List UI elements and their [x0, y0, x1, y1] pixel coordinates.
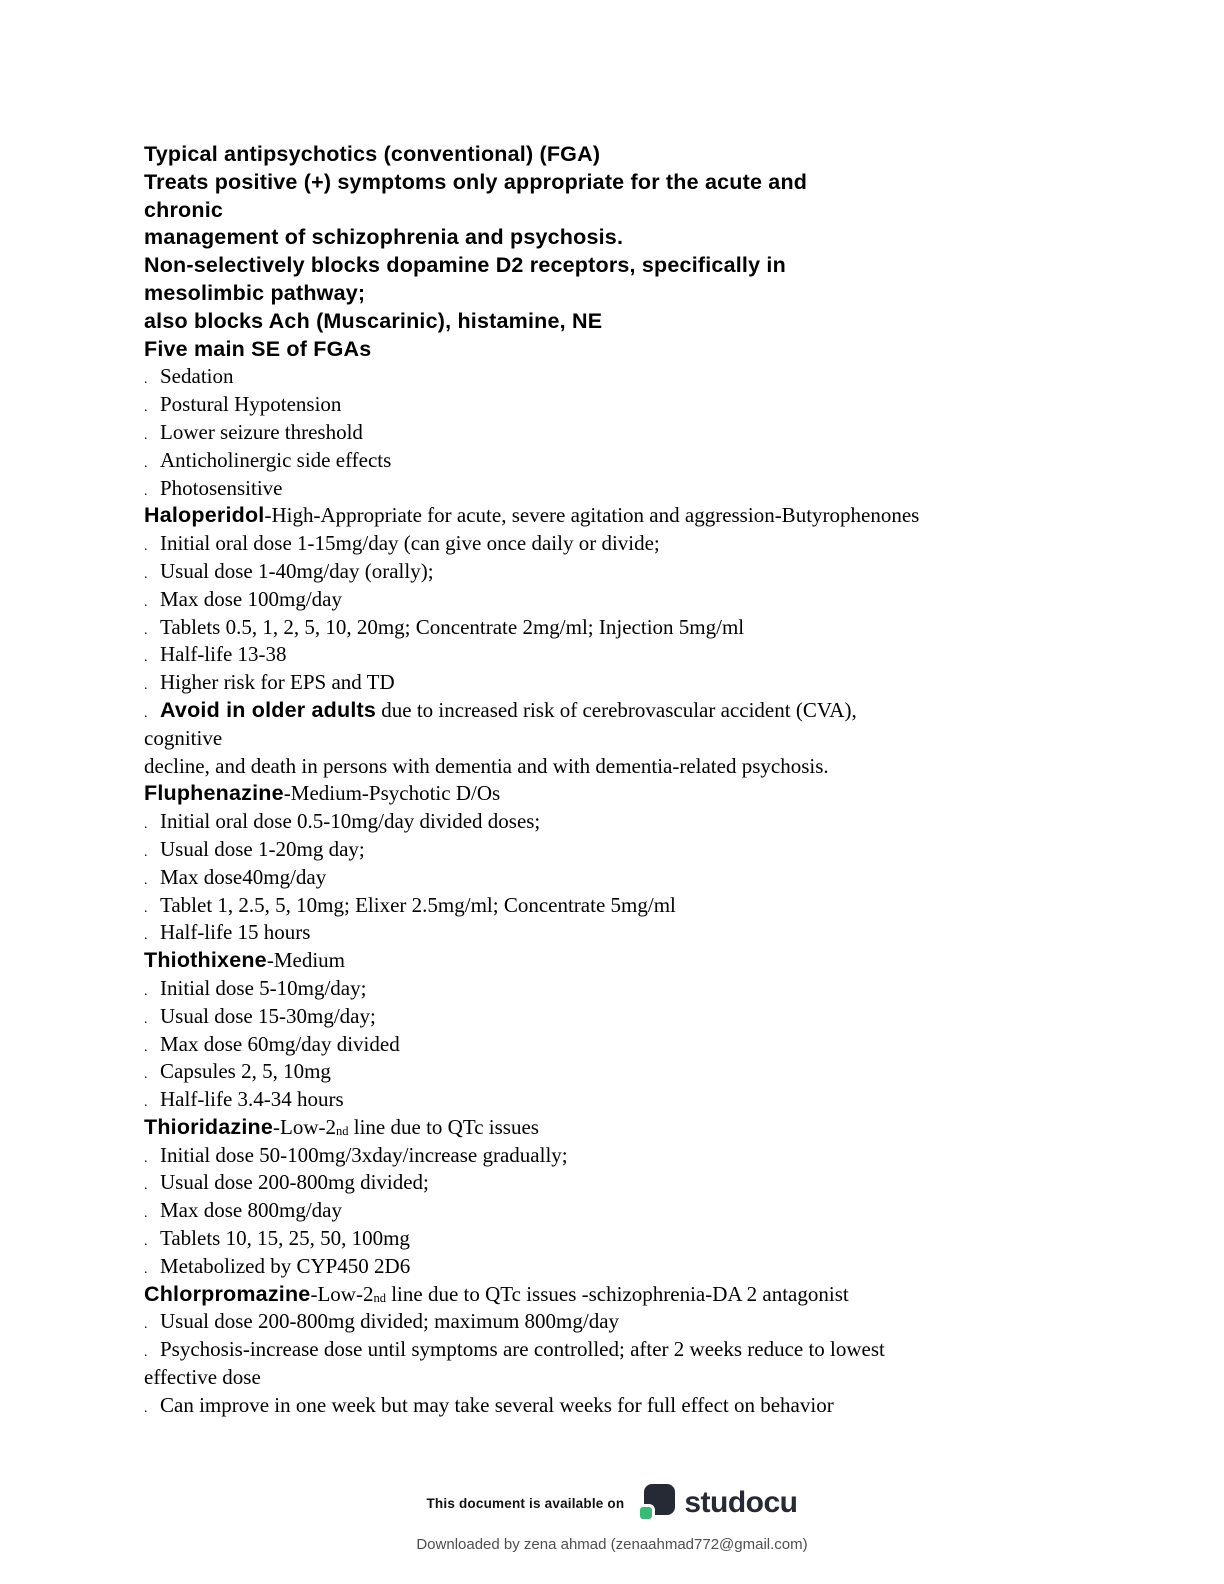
bullet-item — [144, 1086, 1184, 1114]
heading-suffix-text: -High-Appropriate for acute, severe agitation and aggression-Butyrophenones — [264, 503, 920, 528]
bullet-dot: . — [144, 566, 148, 582]
bullet-item — [144, 363, 1184, 391]
bullet-text: Initial oral dose 0.5-10mg/day divided doses; — [160, 809, 541, 834]
heading-line: mesolimbic pathway; — [144, 280, 366, 305]
bullet-item — [144, 1058, 1184, 1086]
drug-name: Haloperidol — [144, 503, 265, 528]
heading-line: Typical antipsychotics (conventional) (FGA) — [144, 142, 601, 166]
bullet-dot: . — [144, 1067, 148, 1083]
heading-suffix-text: -Low-2 — [273, 1114, 337, 1139]
bullet-text: Usual dose 15-30mg/day; — [160, 1003, 376, 1028]
drug-name: Chlorpromazine — [144, 1281, 311, 1306]
bullet-item — [144, 586, 1184, 614]
heading-line: management of schizophrenia and psychosis. — [144, 225, 624, 250]
bullet-text: Can improve in one week but may take several weeks for full effect on behavior — [160, 1392, 834, 1417]
heading-line: chronic — [144, 197, 224, 222]
bullet-dot: . — [144, 1039, 148, 1055]
bullet-item — [144, 669, 1184, 697]
bullet-text: Usual dose 1-40mg/day (orally); — [160, 558, 434, 583]
bullet-dot: . — [144, 1400, 148, 1416]
bullet-text: Anticholinergic side effects — [160, 447, 392, 472]
bullet-item — [144, 1225, 1184, 1253]
bullet-item — [144, 447, 1184, 475]
bullet-dot: . — [144, 1206, 148, 1222]
bullet-dot: . — [144, 1095, 148, 1111]
bullet-dot: . — [144, 622, 148, 638]
heading-suffix-text: line due to QTc issues — [348, 1114, 539, 1139]
footer — [0, 1482, 1224, 1524]
bullet-dot: . — [144, 1317, 148, 1333]
downloaded-by-text: Downloaded by zena ahmad (zenaahmad772@gmail.com) — [416, 1536, 808, 1553]
bullet-text: Metabolized by CYP450 2D6 — [160, 1253, 411, 1278]
continuation-line: decline, and death in persons with dementia and with dementia-related psychosis. — [144, 753, 829, 778]
bullet-text: Sedation — [160, 364, 234, 389]
bullet-text: Half-life 3.4-34 hours — [160, 1087, 344, 1112]
bullet-dot: . — [144, 1345, 148, 1361]
drug-name: Thioridazine — [144, 1114, 274, 1139]
bullet-text: Psychosis-increase dose until symptoms are controlled; after 2 weeks reduce to lowest — [160, 1337, 885, 1362]
heading-suffix-text: line due to QTc issues -schizophrenia-DA 2 antagonist — [385, 1281, 849, 1306]
section-heading — [144, 1281, 1184, 1309]
bullet-dot: . — [144, 427, 148, 443]
bullet-dot: . — [144, 594, 148, 610]
bullet-item — [144, 530, 1184, 558]
bullet-item — [144, 1308, 1184, 1336]
bullet-text: Usual dose 1-20mg day; — [160, 836, 365, 861]
bullet-dot: . — [144, 678, 148, 694]
bullet-item — [144, 1142, 1184, 1170]
studocu-icon — [638, 1484, 675, 1522]
bullet-text: Max dose 60mg/day divided — [160, 1031, 400, 1056]
heading-line: also blocks Ach (Muscarinic), histamine, NE — [144, 308, 603, 333]
bullet-dot: . — [144, 983, 148, 999]
bullet-text: Usual dose 200-800mg divided; — [160, 1170, 429, 1195]
heading-line: Non-selectively blocks dopamine D2 receptors, specifically in — [144, 253, 786, 278]
heading-suffix-text: nd — [373, 1290, 386, 1305]
bullet-dot: . — [144, 817, 148, 833]
bullet-dot: . — [144, 372, 148, 388]
section-heading — [144, 502, 1184, 530]
bullet-dot: . — [144, 1261, 148, 1277]
heading-suffix-text: -Medium — [266, 948, 345, 973]
bullet-item — [144, 808, 1184, 836]
bullet-item — [144, 919, 1184, 947]
heading-suffix-text: -Low-2 — [310, 1281, 374, 1306]
section-heading — [144, 1114, 1184, 1142]
drug-name: Thiothixene — [144, 948, 267, 973]
available-on-text: This document is available on — [426, 1495, 625, 1511]
heading-line: Five main SE of FGAs — [144, 336, 372, 361]
drug-name: Fluphenazine — [144, 781, 284, 806]
bullet-text: Half-life 13-38 — [160, 642, 287, 667]
bullet-text: Initial oral dose 1-15mg/day (can give once daily or divide; — [160, 531, 660, 556]
bullet-bold-text: Avoid in older adults — [160, 697, 377, 722]
bullet-text: due to increased risk of cerebrovascular accident (CVA), — [376, 697, 857, 722]
bullet-text: Usual dose 200-800mg divided; maximum 800mg/day — [160, 1309, 620, 1334]
bullet-item — [144, 641, 1184, 669]
bullet-item — [144, 1003, 1184, 1031]
bullet-text: Higher risk for EPS and TD — [160, 670, 395, 695]
bullet-text: Max dose 100mg/day — [160, 586, 342, 611]
section-heading — [144, 947, 1184, 975]
bullet-item — [144, 1392, 1184, 1420]
section-heading — [144, 780, 1184, 808]
bullet-item — [144, 1197, 1184, 1225]
bullet-dot: . — [144, 650, 148, 666]
bullet-dot: . — [144, 455, 148, 471]
bullet-item — [144, 836, 1184, 864]
bullet-dot: . — [144, 1011, 148, 1027]
bullet-text: Max dose 800mg/day — [160, 1198, 342, 1223]
bullet-dot: . — [144, 872, 148, 888]
bullet-text: Initial dose 50-100mg/3xday/increase gradually; — [160, 1142, 568, 1167]
bullet-item — [144, 975, 1184, 1003]
bullet-item — [144, 864, 1184, 892]
bullet-item — [144, 1336, 1184, 1364]
heading-line: Treats positive (+) symptoms only appropriate for the acute and — [144, 169, 808, 194]
bullet-text: Capsules 2, 5, 10mg — [160, 1059, 331, 1084]
document-content — [144, 141, 1184, 1420]
bullet-text: Tablets 0.5, 1, 2, 5, 10, 20mg; Concentrate 2mg/ml; Injection 5mg/ml — [160, 614, 745, 639]
bullet-text: Lower seizure threshold — [160, 419, 363, 444]
bullet-dot: . — [144, 483, 148, 499]
bullet-text: Photosensitive — [160, 475, 283, 500]
bullet-dot: . — [144, 928, 148, 944]
bullet-item — [144, 475, 1184, 503]
bullet-item — [144, 614, 1184, 642]
bullet-text: Max dose40mg/day — [160, 864, 327, 889]
bullet-text: Initial dose 5-10mg/day; — [160, 975, 367, 1000]
bullet-text: Half-life 15 hours — [160, 920, 311, 945]
bullet-text: Postural Hypotension — [160, 392, 342, 417]
bullet-dot: . — [144, 1234, 148, 1250]
studocu-wordmark: studocu — [684, 1486, 798, 1519]
bullet-item — [144, 892, 1184, 920]
bullet-item — [144, 1253, 1184, 1281]
continuation-line: cognitive — [144, 725, 223, 750]
bullet-item — [144, 697, 1184, 725]
bullet-dot: . — [144, 539, 148, 555]
bullet-item — [144, 1031, 1184, 1059]
bullet-dot: . — [144, 1178, 148, 1194]
bullet-dot: . — [144, 844, 148, 860]
bullet-dot: . — [144, 900, 148, 916]
bullet-item — [144, 391, 1184, 419]
bullet-text: Tablets 10, 15, 25, 50, 100mg — [160, 1226, 410, 1251]
studocu-logo[interactable] — [638, 1484, 797, 1522]
bullet-item — [144, 1169, 1184, 1197]
bullet-dot: . — [144, 400, 148, 416]
continuation-line: effective dose — [144, 1365, 261, 1390]
bullet-item — [144, 558, 1184, 586]
heading-suffix-text: -Medium-Psychotic D/Os — [283, 781, 501, 806]
bullet-dot: . — [144, 1150, 148, 1166]
bullet-item — [144, 419, 1184, 447]
heading-suffix-text: nd — [336, 1123, 349, 1138]
bullet-dot: . — [144, 705, 148, 721]
bullet-text: Tablet 1, 2.5, 5, 10mg; Elixer 2.5mg/ml; Concentrate 5mg/ml — [160, 892, 676, 917]
